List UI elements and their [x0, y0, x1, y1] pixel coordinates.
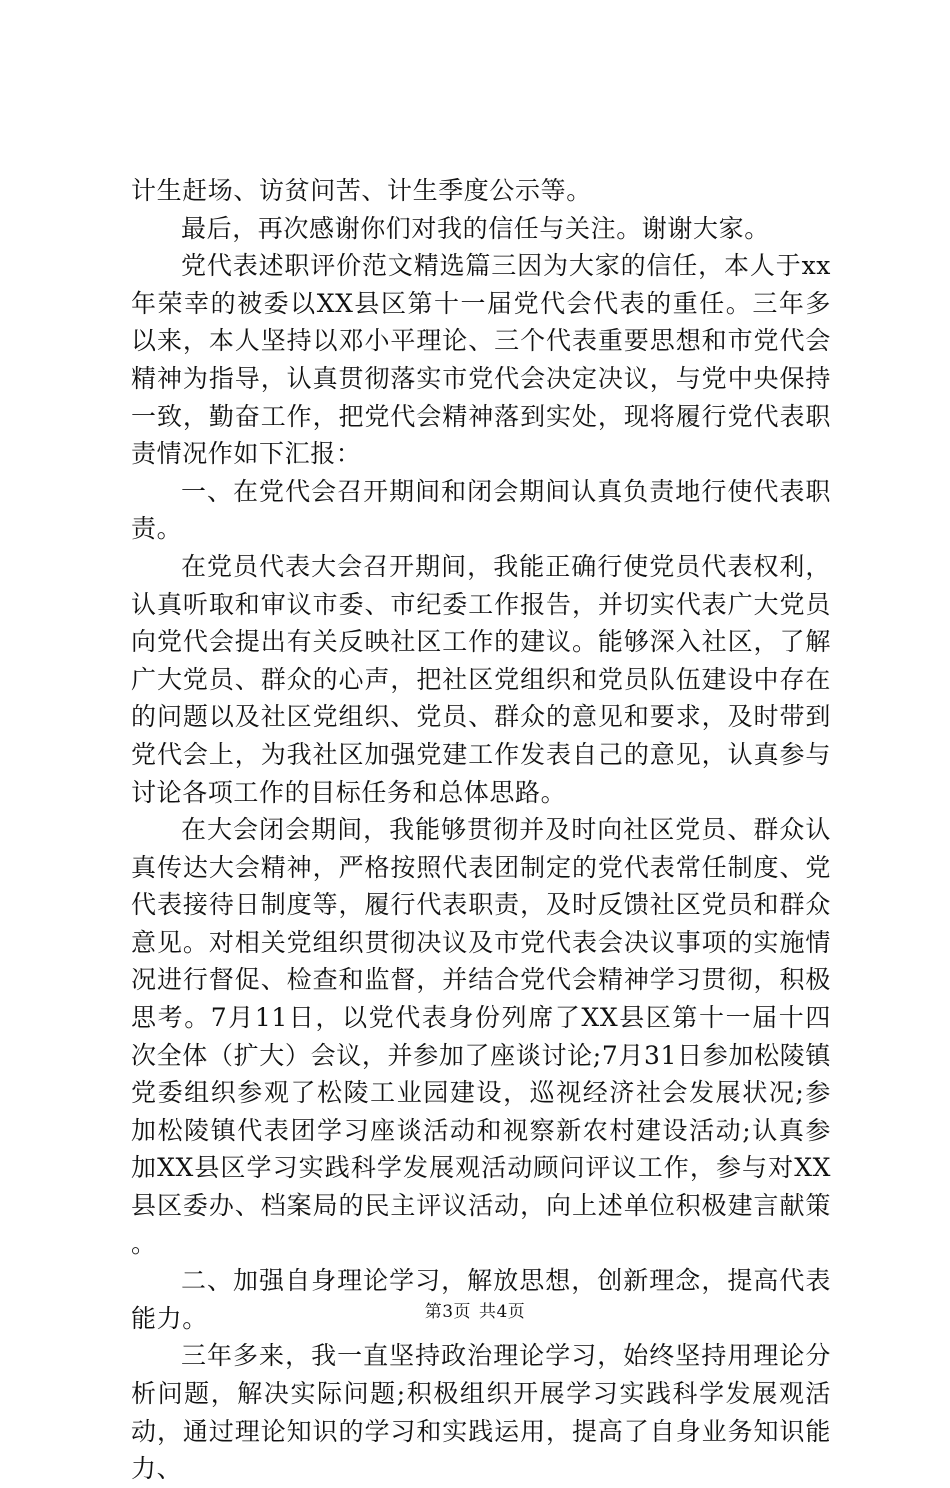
section-heading: 二、加强自身理论学习，解放思想，创新理念，提高代表能力。	[131, 1266, 831, 1333]
paragraph: 计生赶场、访贫问苦、计生季度公示等。	[131, 176, 592, 205]
document-body	[131, 172, 831, 1488]
paragraph: 三年多来，我一直坚持政治理论学习，始终坚持用理论分析问题，解决实际问题;积极组织开展学习实践科学发展观活动，通过理论知识的学习和实践运用，提高了自身业务知识能力、	[131, 1341, 831, 1484]
paragraph: 最后，再次感谢你们对我的信任与关注。谢谢大家。	[181, 213, 770, 243]
paragraph: 在党员代表大会召开期间，我能正确行使党员代表权利，认真听取和审议市委、市纪委工作报告，并切实代表广大党员向党代会提出有关反映社区工作的建议。能够深入社区，了解广大党员、群众的心声，把社区党组织和党员队伍建设中存在的问题以及社区党组织、党员、群众的意见和要求，及时带到党代会上，为我社区加强党建工作发表自己的意见，认真参与讨论各项工作的目标任务和总体思路。	[131, 551, 831, 807]
paragraph: 在大会闭会期间，我能够贯彻并及时向社区党员、群众认真传达大会精神，严格按照代表团制定的党代表常任制度、党代表接待日制度等，履行代表职责，及时反馈社区党员和群众意见。对相关党组织贯彻决议及市党代表会决议事项的实施情况进行督促、检查和监督，并结合党代会精神学习贯彻，积极思考。7月11日，以党代表身份列席了XX县区第十一届十四次全体（扩大）会议，并参加了座谈讨论;7月31日参加松陵镇党委组织参观了松陵工业园建设，巡视经济社会发展状况;参加松陵镇代表团学习座谈活动和视察新农村建设活动;认真参加XX县区学习实践科学发展观活动顾问评议工作，参与对XX县区委办、档案局的民主评议活动，向上述单位积极建言献策。	[131, 815, 831, 1258]
paragraph: 党代表述职评价范文精选篇三因为大家的信任，本人于xx年荣幸的被委以XX县区第十一届党代会代表的重任。三年多以来，本人坚持以邓小平理论、三个代表重要思想和市党代会精神为指导，认真贯彻落实市党代会决定决议，与党中央保持一致，勤奋工作，把党代会精神落到实处，现将履行党代表职责情况作如下汇报：	[131, 251, 831, 469]
page-total: 共4页	[478, 1302, 526, 1322]
section-heading: 一、在党代会召开期间和闭会期间认真负责地行使代表职责。	[131, 476, 831, 544]
page-number: 第3页	[424, 1302, 472, 1322]
page-footer	[0, 1301, 950, 1323]
